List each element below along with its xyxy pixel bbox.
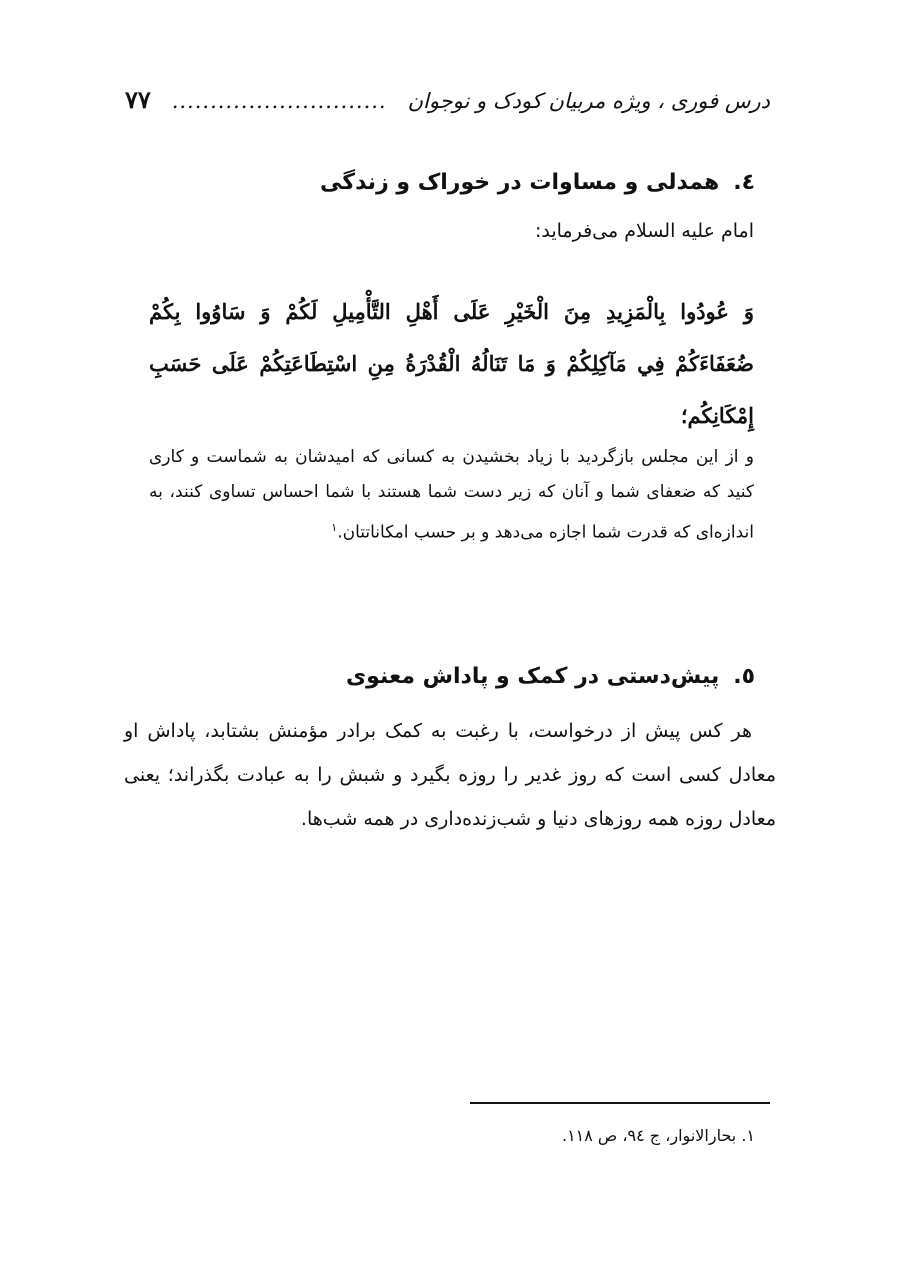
footnote: ۱. بحارالانوار، ج ۹٤، ص ۱۱۸. xyxy=(561,1126,755,1145)
footnote-divider xyxy=(470,1102,770,1104)
section-5-number: ٥. xyxy=(733,664,755,689)
section-5-title: پیش‌دستی در کمک و پاداش معنوی xyxy=(346,664,720,689)
translation-text: و از این مجلس بازگردید با زیاد بخشیدن به کسانی که امیدشان به شماست و کاری کنید که ضعفای شما و آنان که زیر دست شما هستند با شما احساس تساوی کنند، به اندازه‌ای که قدرت شما اجازه می‌دهد و بر حسب امکاناتتان. xyxy=(149,447,754,543)
section-5-body: هر کس پیش از درخواست، با رغبت به کمک برادر مؤمنش بشتابد، پاداش او معادل کسی است که روز غدیر را روزه بگیرد و شبش را به عبادت بگذراند؛ یعنی معادل روزه همه روزهای دنیا و شب‌زنده‌داری در همه شب‌ها. xyxy=(124,720,776,830)
leader-dots: ............................ xyxy=(171,89,387,113)
footnote-marker: ۱ xyxy=(331,521,338,534)
hadith-translation xyxy=(149,440,754,551)
section-5-heading xyxy=(346,660,755,694)
page-number: ۷۷ xyxy=(125,85,151,114)
running-header xyxy=(125,84,770,117)
section-4-title: همدلی و مساوات در خوراک و زندگی xyxy=(320,170,720,195)
section-4-heading xyxy=(320,166,755,200)
section-4-number: ٤. xyxy=(733,170,755,195)
hadith-intro: امام علیه السلام می‌فرماید: xyxy=(534,220,754,242)
arabic-hadith: وَ عُودُوا بِالْمَزِيدِ مِنَ الْخَيْرِ عَلَى أَهْلِ التَّأْمِيلِ لَكُمْ وَ سَاوُوا بِكُمْ ضُعَفَاءَكُمْ فِي مَآكِلِكُمْ وَ مَا تَنَالُهُ الْقُدْرَةُ مِنِ اسْتِطَاعَتِكُمْ عَلَى حَسَبِ إِمْكَانِكُم؛ xyxy=(149,299,754,428)
running-title: درس فوری ، ویژه مربیان کودک و نوجوان xyxy=(407,89,770,113)
